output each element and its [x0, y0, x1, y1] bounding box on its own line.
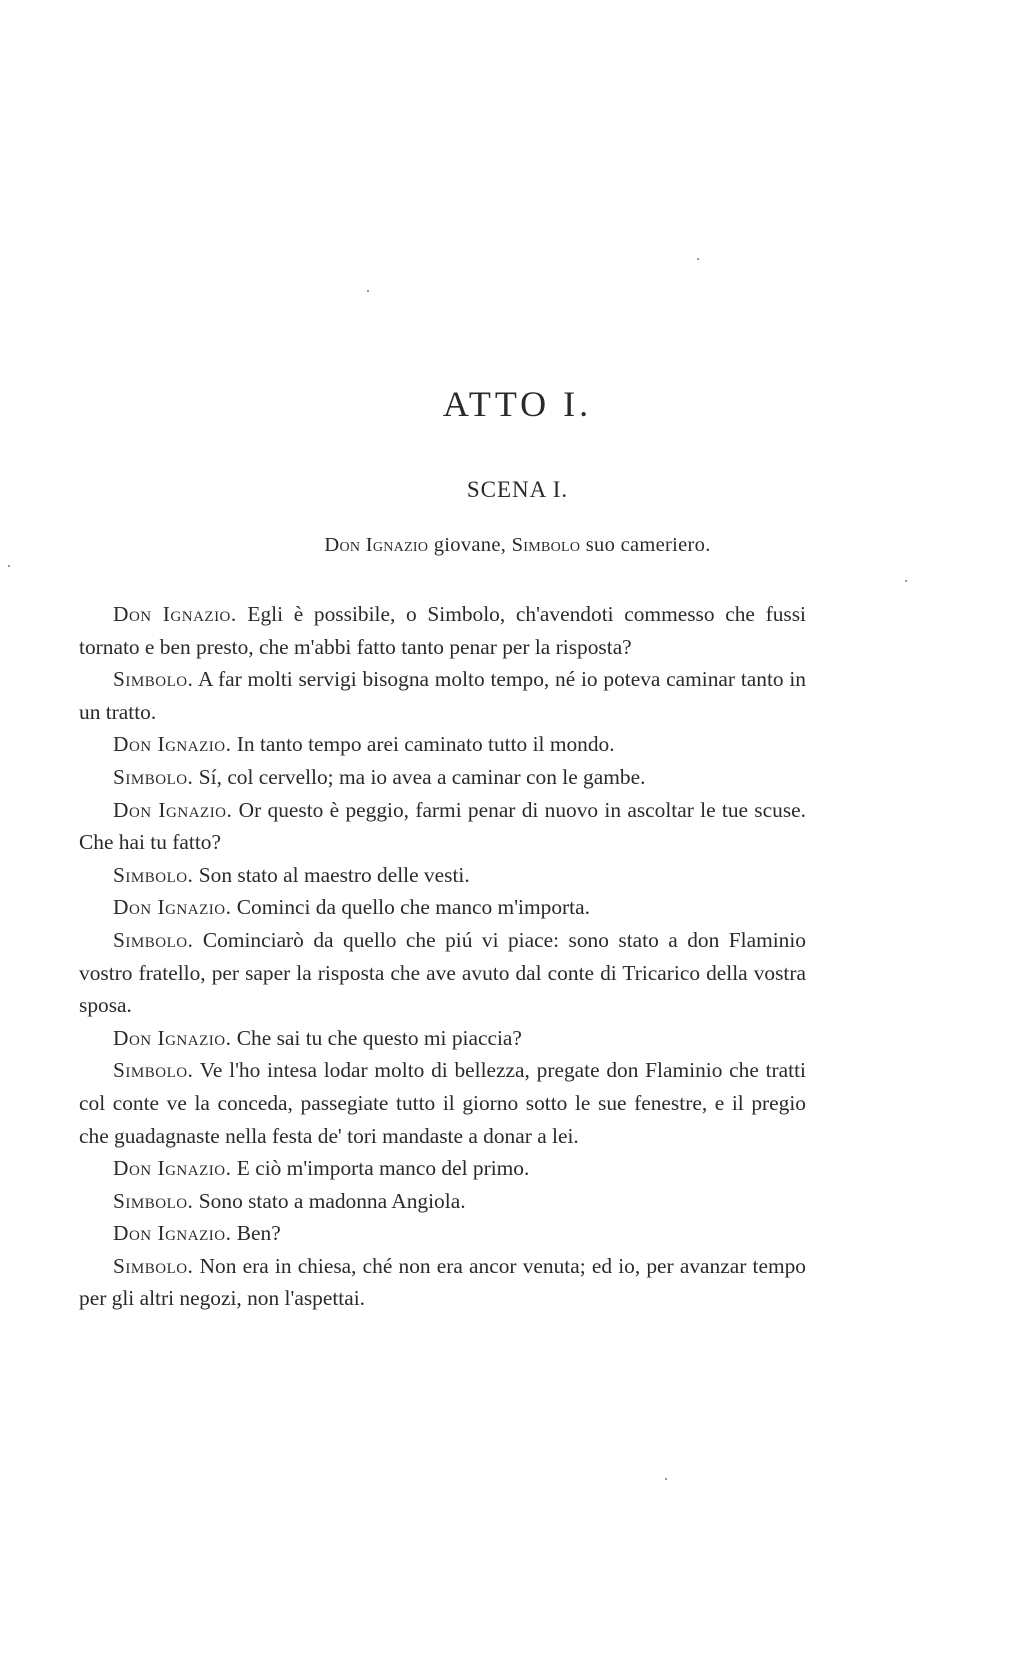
- speaker-name: Don Ignazio.: [113, 797, 233, 822]
- speech-text: Sí, col cervello; ma io avea a caminar con le gambe.: [198, 764, 646, 789]
- act-title-text: ATTO I.: [442, 384, 593, 424]
- character-name: Don Ignazio: [324, 534, 429, 556]
- speaker-name: Don Ignazio.: [113, 895, 232, 920]
- character-list: [0, 534, 1019, 557]
- speech-text: Ben?: [236, 1221, 281, 1246]
- speech-line: [79, 924, 806, 1022]
- character-name: Simbolo: [511, 534, 581, 556]
- speech-text: Che sai tu che questo mi piaccia?: [236, 1025, 522, 1050]
- scene-title-text: SCENA I.: [466, 477, 569, 502]
- speech-line: [79, 859, 806, 892]
- speech-line: [79, 1054, 806, 1152]
- speech-text: Sono stato a madonna Angiola.: [198, 1188, 466, 1213]
- speech-line: [79, 794, 806, 859]
- speech-line: [79, 663, 806, 728]
- character-description: giovane,: [433, 534, 507, 556]
- speaker-name: Don Ignazio.: [113, 732, 232, 757]
- speaker-name: Simbolo.: [113, 1058, 194, 1083]
- character-description: suo cameriero.: [585, 534, 711, 556]
- speech-line: [79, 761, 806, 794]
- speech-text: E ciò m'importa manco del primo.: [236, 1156, 530, 1181]
- speech-text: A far molti servigi bisogna molto tempo, né io poteva caminar tanto in un tratto.: [79, 667, 806, 724]
- speech-text: Egli è possibile, o Simbolo, ch'avendoti commesso che fussi tornato e ben presto, che m'abbi fatto tanto penar per la risposta?: [79, 602, 806, 659]
- speech-text: Cominciarò da quello che piú vi piace: sono stato a don Flaminio vostro fratello, per saper la risposta che ave avuto dal conte di Tricarico della vostra sposa.: [79, 927, 806, 1018]
- speech-line: [79, 1250, 806, 1315]
- speech-text: Ve l'ho intesa lodar molto di bellezza, pregate don Flaminio che tratti col conte ve la conceda, passegiate tutto il giorno sotto le sue fenestre, e il pregio che guadagnaste nella festa de' tori mandaste a donar a lei.: [79, 1058, 806, 1148]
- speech-text: Cominci da quello che manco m'importa.: [236, 895, 590, 920]
- speaker-name: Don Ignazio.: [113, 1156, 232, 1181]
- speech-line: [79, 1185, 806, 1218]
- speaker-name: Don Ignazio.: [113, 602, 237, 626]
- paper-speck: [8, 565, 10, 567]
- speech-text: Or questo è peggio, farmi penar di nuovo in ascoltar le tue scuse. Che hai tu fatto?: [79, 797, 806, 855]
- speech-line: [79, 1022, 806, 1055]
- speech-line: [79, 598, 806, 663]
- speech-text: Non era in chiesa, ché non era ancor venuta; ed io, per avanzar tempo per gli altri negozi, non l'aspettai.: [79, 1253, 806, 1311]
- speech-line: [79, 728, 806, 761]
- speaker-name: Don Ignazio.: [113, 1221, 232, 1246]
- speaker-name: Simbolo.: [113, 862, 194, 887]
- paper-speck: [697, 258, 699, 260]
- speaker-name: Simbolo.: [113, 1188, 194, 1213]
- paper-speck: [367, 290, 369, 292]
- speech-text: Son stato al maestro delle vesti.: [198, 862, 470, 887]
- speaker-name: Don Ignazio.: [113, 1025, 232, 1050]
- speaker-name: Simbolo.: [113, 1253, 194, 1278]
- speaker-name: Simbolo.: [113, 667, 194, 692]
- paper-speck: [665, 1478, 667, 1480]
- speech-text: In tanto tempo arei caminato tutto il mondo.: [236, 732, 615, 757]
- speaker-name: Simbolo.: [113, 927, 194, 952]
- speaker-name: Simbolo.: [113, 764, 194, 789]
- speech-line: [79, 1152, 806, 1185]
- dialogue-body: [79, 598, 806, 1315]
- scene-title: [0, 477, 1019, 503]
- act-title: [0, 383, 1019, 425]
- speech-line: [79, 1217, 806, 1250]
- paper-speck: [905, 580, 907, 582]
- speech-line: [79, 891, 806, 924]
